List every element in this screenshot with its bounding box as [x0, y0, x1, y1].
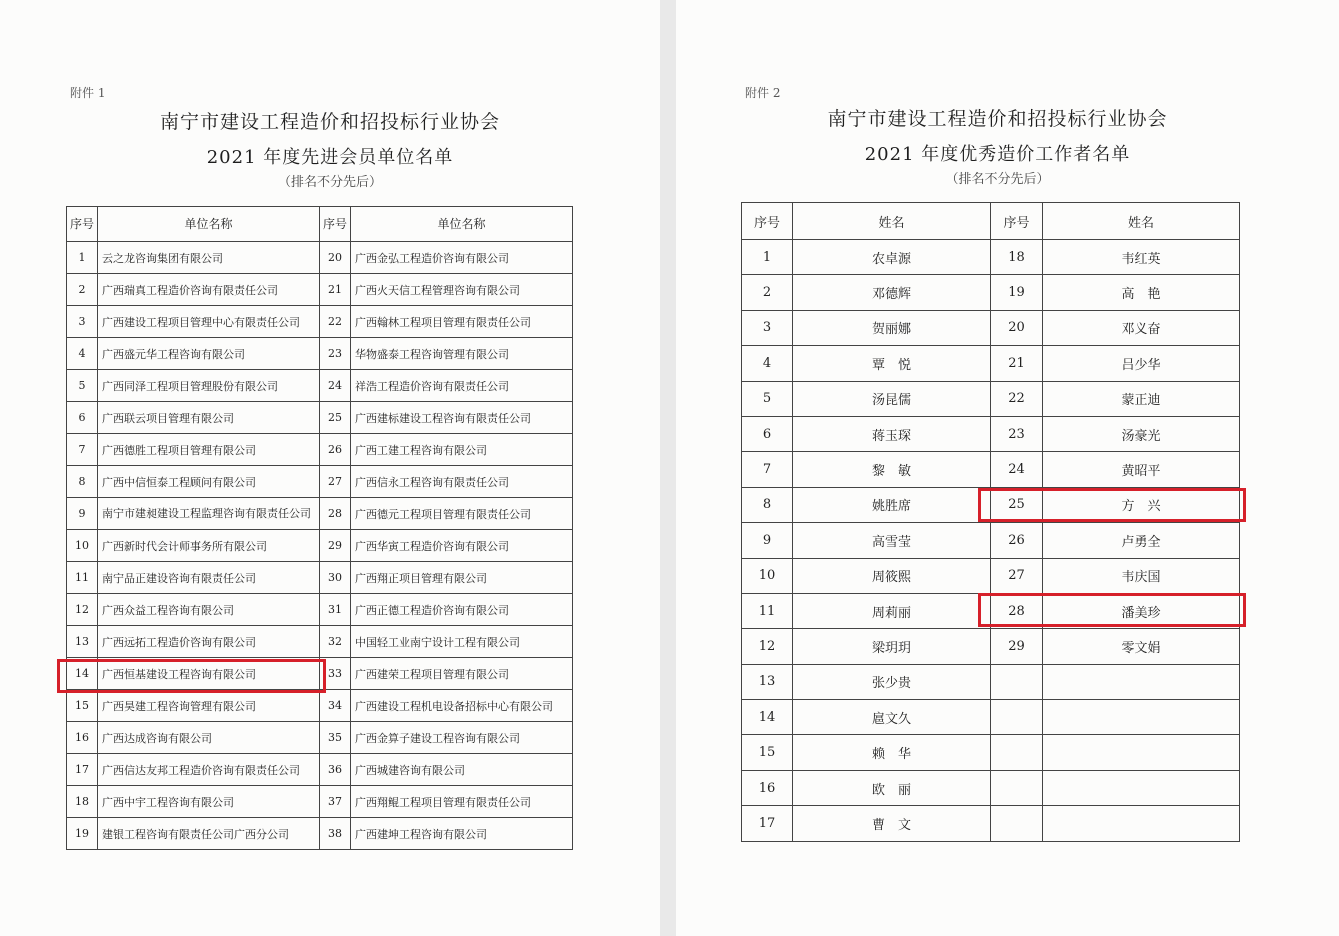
table-header-row — [67, 207, 573, 242]
row-number: 8 — [742, 487, 793, 522]
row-number: 21 — [320, 274, 351, 306]
row-number: 38 — [320, 818, 351, 850]
unit-name: 广西建标建设工程咨询有限责任公司 — [351, 402, 573, 434]
unit-name: 广西正德工程造价咨询有限公司 — [351, 594, 573, 626]
unit-name: 广西华寅工程造价咨询有限公司 — [351, 530, 573, 562]
table-row — [67, 562, 573, 594]
person-name — [1043, 806, 1240, 841]
doc-subtitle: 2021 年度优秀造价工作者名单 — [864, 144, 1131, 165]
table-row — [67, 338, 573, 370]
row-number: 13 — [67, 626, 98, 658]
row-number: 22 — [320, 306, 351, 338]
row-number: 23 — [320, 338, 351, 370]
row-number: 26 — [320, 434, 351, 466]
row-number: 20 — [320, 242, 351, 274]
unit-name: 云之龙咨询集团有限公司 — [98, 242, 320, 274]
person-name: 覃 悦 — [793, 346, 991, 381]
person-name: 卢勇全 — [1043, 523, 1240, 558]
header-seq: 序号 — [320, 207, 351, 242]
row-number: 7 — [67, 434, 98, 466]
attachment-2-page — [676, 0, 1339, 936]
row-number — [991, 770, 1043, 805]
person-name: 扈文久 — [793, 700, 991, 735]
row-number: 28 — [991, 593, 1043, 628]
row-number: 19 — [991, 275, 1043, 310]
row-number: 2 — [742, 275, 793, 310]
person-name: 梁玥玥 — [793, 629, 991, 664]
row-number: 18 — [991, 240, 1043, 275]
unit-name: 广西翰林工程项目管理有限责任公司 — [351, 306, 573, 338]
person-name: 周筱熙 — [793, 558, 991, 593]
unit-name: 南宁品正建设咨询有限责任公司 — [98, 562, 320, 594]
row-number: 29 — [320, 530, 351, 562]
row-number: 6 — [742, 416, 793, 451]
table-row — [742, 629, 1240, 664]
unit-name: 广西翔正项目管理有限公司 — [351, 562, 573, 594]
person-name: 张少贵 — [793, 664, 991, 699]
table-row — [742, 416, 1240, 451]
person-name: 邓德辉 — [793, 275, 991, 310]
unit-name: 广西瑞真工程造价咨询有限责任公司 — [98, 274, 320, 306]
table-row — [742, 664, 1240, 699]
person-name: 周莉丽 — [793, 593, 991, 628]
row-number: 25 — [991, 487, 1043, 522]
table-row — [742, 240, 1240, 275]
person-name — [1043, 700, 1240, 735]
person-name: 黎 敏 — [793, 452, 991, 487]
unit-name: 广西建坤工程咨询有限公司 — [351, 818, 573, 850]
row-number: 22 — [991, 381, 1043, 416]
row-number: 24 — [320, 370, 351, 402]
doc-title: 南宁市建设工程造价和招投标行业协会 — [159, 111, 500, 133]
unit-name: 广西信永工程咨询有限责任公司 — [351, 466, 573, 498]
attachment-1-page — [0, 0, 660, 936]
header-unit-name: 单位名称 — [351, 207, 573, 242]
row-number: 23 — [991, 416, 1043, 451]
unit-name: 华物盛泰工程咨询管理有限公司 — [351, 338, 573, 370]
row-number: 20 — [991, 310, 1043, 345]
table-row — [742, 346, 1240, 381]
table-row — [67, 594, 573, 626]
unit-name: 广西同泽工程项目管理股份有限公司 — [98, 370, 320, 402]
table-row — [67, 242, 573, 274]
row-number: 37 — [320, 786, 351, 818]
row-number: 1 — [742, 240, 793, 275]
header-person-name: 姓名 — [793, 203, 991, 240]
unit-name: 广西工建工程咨询有限公司 — [351, 434, 573, 466]
row-number: 34 — [320, 690, 351, 722]
row-number: 26 — [991, 523, 1043, 558]
person-name: 吕少华 — [1043, 346, 1240, 381]
row-number: 12 — [67, 594, 98, 626]
unit-name: 广西信达友邦工程造价咨询有限责任公司 — [98, 754, 320, 786]
unit-name: 广西翔鲲工程项目管理有限责任公司 — [351, 786, 573, 818]
table-row — [67, 306, 573, 338]
person-name: 韦红英 — [1043, 240, 1240, 275]
row-number — [991, 700, 1043, 735]
ranking-note: （排名不分先后） — [277, 175, 382, 190]
row-number: 8 — [67, 466, 98, 498]
unit-name: 广西建设工程项目管理中心有限责任公司 — [98, 306, 320, 338]
person-name: 曹 文 — [793, 806, 991, 841]
unit-name: 广西金算子建设工程咨询有限公司 — [351, 722, 573, 754]
table-row — [67, 754, 573, 786]
unit-name: 广西金弘工程造价咨询有限公司 — [351, 242, 573, 274]
highlight-box-row-14 — [57, 659, 326, 693]
unit-name: 广西昊建工程咨询管理有限公司 — [98, 690, 320, 722]
row-number: 9 — [67, 498, 98, 530]
table-row — [67, 274, 573, 306]
unit-name: 广西建设工程机电设备招标中心有限公司 — [351, 690, 573, 722]
row-number: 5 — [67, 370, 98, 402]
row-number: 13 — [742, 664, 793, 699]
person-name: 姚胜席 — [793, 487, 991, 522]
row-number: 17 — [742, 806, 793, 841]
row-number: 4 — [742, 346, 793, 381]
row-number: 3 — [742, 310, 793, 345]
row-number: 32 — [320, 626, 351, 658]
person-name: 蒋玉琛 — [793, 416, 991, 451]
row-number: 28 — [320, 498, 351, 530]
row-number: 21 — [991, 346, 1043, 381]
table-row — [742, 735, 1240, 770]
table-row — [67, 690, 573, 722]
row-number: 14 — [67, 658, 98, 690]
table-row — [742, 523, 1240, 558]
row-number: 10 — [67, 530, 98, 562]
person-name: 蒙正迪 — [1043, 381, 1240, 416]
row-number: 31 — [320, 594, 351, 626]
person-name: 欧 丽 — [793, 770, 991, 805]
member-units-table — [66, 206, 573, 850]
unit-name: 广西德胜工程项目管理有限公司 — [98, 434, 320, 466]
row-number: 25 — [320, 402, 351, 434]
row-number: 27 — [991, 558, 1043, 593]
row-number — [991, 735, 1043, 770]
row-number: 36 — [320, 754, 351, 786]
attachment-label: 附件 1 — [70, 86, 106, 100]
row-number: 35 — [320, 722, 351, 754]
person-name: 方 兴 — [1043, 487, 1240, 522]
unit-name: 广西恒基建设工程咨询有限公司 — [98, 658, 320, 690]
person-name — [1043, 735, 1240, 770]
row-number: 2 — [67, 274, 98, 306]
person-name: 汤豪光 — [1043, 416, 1240, 451]
table-row — [67, 434, 573, 466]
person-name: 高 艳 — [1043, 275, 1240, 310]
person-name: 汤昆儒 — [793, 381, 991, 416]
attachment-label: 附件 2 — [745, 86, 781, 100]
row-number: 27 — [320, 466, 351, 498]
unit-name: 广西中信恒泰工程顾问有限公司 — [98, 466, 320, 498]
person-name: 韦庆国 — [1043, 558, 1240, 593]
unit-name: 广西建荣工程项目管理有限公司 — [351, 658, 573, 690]
person-name: 黄昭平 — [1043, 452, 1240, 487]
row-number: 3 — [67, 306, 98, 338]
table-row — [67, 818, 573, 850]
row-number: 10 — [742, 558, 793, 593]
unit-name: 广西达成咨询有限公司 — [98, 722, 320, 754]
unit-name: 广西中宇工程咨询有限公司 — [98, 786, 320, 818]
row-number: 11 — [742, 593, 793, 628]
table-row — [742, 452, 1240, 487]
unit-name: 广西远拓工程造价咨询有限公司 — [98, 626, 320, 658]
table-row — [67, 402, 573, 434]
row-number: 30 — [320, 562, 351, 594]
row-number: 29 — [991, 629, 1043, 664]
header-seq: 序号 — [67, 207, 98, 242]
table-row — [742, 381, 1240, 416]
header-unit-name: 单位名称 — [98, 207, 320, 242]
row-number: 1 — [67, 242, 98, 274]
doc-title: 南宁市建设工程造价和招投标行业协会 — [827, 108, 1168, 130]
person-name: 邓义奋 — [1043, 310, 1240, 345]
table-row — [67, 786, 573, 818]
row-number: 14 — [742, 700, 793, 735]
table-row — [67, 722, 573, 754]
row-number: 17 — [67, 754, 98, 786]
unit-name: 祥浩工程造价咨询有限责任公司 — [351, 370, 573, 402]
row-number: 15 — [742, 735, 793, 770]
row-number: 6 — [67, 402, 98, 434]
person-name: 高雪莹 — [793, 523, 991, 558]
table-row — [67, 530, 573, 562]
row-number: 12 — [742, 629, 793, 664]
unit-name: 广西联云项目管理有限公司 — [98, 402, 320, 434]
table-row — [67, 498, 573, 530]
row-number: 18 — [67, 786, 98, 818]
person-name — [1043, 664, 1240, 699]
row-number: 9 — [742, 523, 793, 558]
person-name: 潘美珍 — [1043, 593, 1240, 628]
person-name: 零文娟 — [1043, 629, 1240, 664]
row-number: 15 — [67, 690, 98, 722]
unit-name: 广西火天信工程管理咨询有限公司 — [351, 274, 573, 306]
table-row — [742, 275, 1240, 310]
row-number: 16 — [742, 770, 793, 805]
doc-subtitle: 2021 年度先进会员单位名单 — [206, 147, 454, 168]
unit-name: 南宁市建昶建设工程监理咨询有限责任公司 — [98, 498, 320, 530]
table-row — [742, 770, 1240, 805]
header-seq: 序号 — [991, 203, 1043, 240]
person-name: 赖 华 — [793, 735, 991, 770]
row-number: 33 — [320, 658, 351, 690]
table-row — [742, 806, 1240, 841]
highlight-box-row-25 — [978, 488, 1246, 522]
header-seq: 序号 — [742, 203, 793, 240]
row-number: 19 — [67, 818, 98, 850]
table-row — [67, 626, 573, 658]
unit-name: 广西城建咨询有限公司 — [351, 754, 573, 786]
unit-name: 广西德元工程项目管理有限责任公司 — [351, 498, 573, 530]
unit-name: 广西众益工程咨询有限公司 — [98, 594, 320, 626]
row-number — [991, 664, 1043, 699]
unit-name: 广西新时代会计师事务所有限公司 — [98, 530, 320, 562]
table-row — [67, 370, 573, 402]
person-name: 贺丽娜 — [793, 310, 991, 345]
header-person-name: 姓名 — [1043, 203, 1240, 240]
ranking-note: （排名不分先后） — [945, 172, 1050, 187]
highlight-box-row-28 — [978, 593, 1246, 627]
row-number: 16 — [67, 722, 98, 754]
unit-name: 广西盛元华工程咨询有限公司 — [98, 338, 320, 370]
row-number — [991, 806, 1043, 841]
person-name — [1043, 770, 1240, 805]
table-row — [67, 466, 573, 498]
table-row — [742, 700, 1240, 735]
row-number: 4 — [67, 338, 98, 370]
unit-name: 中国轻工业南宁设计工程有限公司 — [351, 626, 573, 658]
row-number: 5 — [742, 381, 793, 416]
row-number: 11 — [67, 562, 98, 594]
table-header-row — [742, 203, 1240, 240]
row-number: 24 — [991, 452, 1043, 487]
table-row — [742, 558, 1240, 593]
row-number: 7 — [742, 452, 793, 487]
person-name: 农卓源 — [793, 240, 991, 275]
table-row — [742, 310, 1240, 345]
unit-name: 建银工程咨询有限责任公司广西分公司 — [98, 818, 320, 850]
